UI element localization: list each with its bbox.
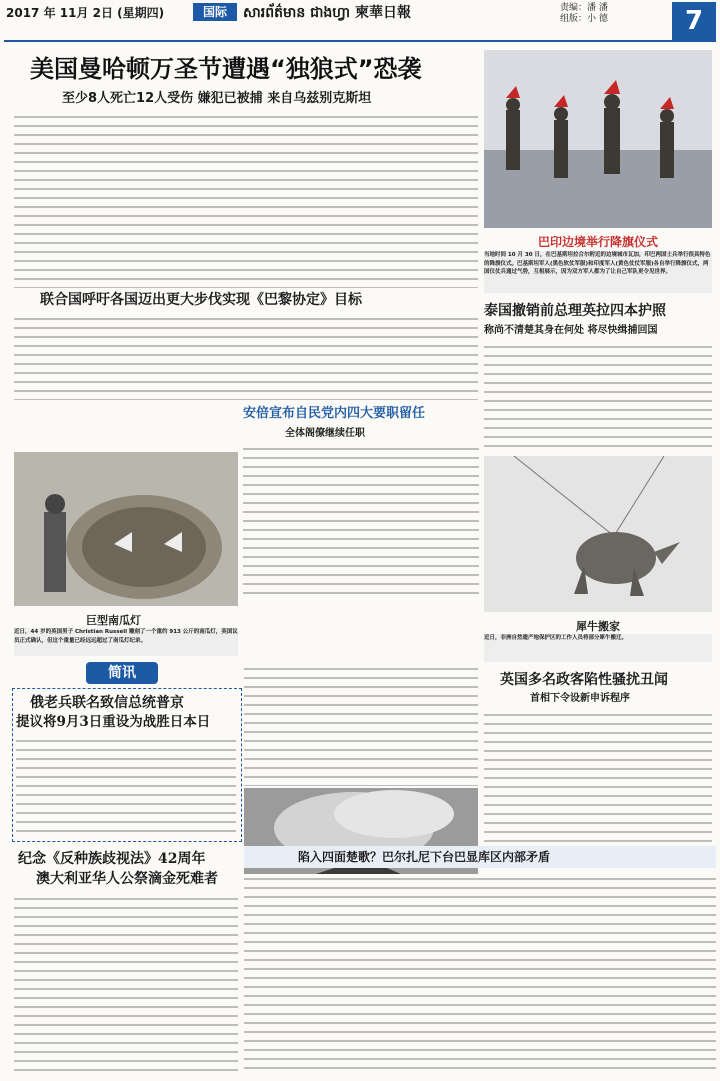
article-title-abe: 安倍宣布自民党内四大要职留任 <box>243 406 426 421</box>
article-subtitle-manhattan: 至少8人死亡12人受伤 嫌犯已被捕 来自乌兹别克斯坦 <box>62 91 372 106</box>
article-body-kurdistan <box>244 874 716 1076</box>
photo-pumpkin <box>14 452 238 606</box>
soldiers-illustration <box>484 50 712 228</box>
page-number: 7 <box>672 2 716 40</box>
photo-rhino <box>484 456 712 612</box>
article-subtitle-abe: 全体阁僚继续任职 <box>285 428 365 439</box>
article-subtitle-yingluck: 称尚不清楚其身在何处 将尽快缉捕回国 <box>484 325 658 336</box>
article-body-manhattan <box>14 112 478 288</box>
article-body-paris <box>14 314 478 400</box>
photo-caption-rhino: 近日，非洲自然遗产地保护区的工作人员将部分犀牛搬迁。 <box>484 634 712 662</box>
article-title-russia-line1: 俄老兵联名致信总统普京 <box>30 695 184 711</box>
rhino-illustration <box>484 456 712 612</box>
header-rule <box>4 40 716 42</box>
layout-name: 组版：小 德 <box>560 14 608 24</box>
photo-title-rhino: 犀牛搬家 <box>576 620 620 633</box>
article-body-russia-continued <box>244 664 478 786</box>
photo-title-pumpkin: 巨型南瓜灯 <box>86 614 141 627</box>
article-body-abe <box>243 444 479 594</box>
article-body-uk <box>484 710 712 842</box>
section-tag: 国际 <box>193 3 237 21</box>
photo-caption-ceremony: 当地时间 10 月 30 日，在巴基斯坦拉合尔附近的边境城市瓦加，印巴两国士兵举行很具特色的降旗仪式。巴基斯坦军人(黑色软仗军服)和印度军人(黄色仗仗军服)各自举行降旗仪式，两国仪仗兵通过气势，互相展示，因为双方军人都为了让自己军队更令见世界。 <box>484 251 712 293</box>
article-title-kurdistan: 陷入四面楚歌？巴尔扎尼下台巴显库区内部矛盾 <box>298 850 551 864</box>
article-title-russia-line2: 提议将9月3日重设为战胜日本日 <box>16 714 211 730</box>
article-title-paris: 联合国呼吁各国迈出更大步伐实现《巴黎协定》目标 <box>40 292 362 308</box>
article-title-australia-line2: 澳大利亚华人公祭滴金死难者 <box>36 871 218 887</box>
photo-border-ceremony <box>484 50 712 228</box>
article-title-yingluck: 泰国撤销前总理英拉四本护照 <box>484 303 666 319</box>
photo-title-ceremony: 巴印边境举行降旗仪式 <box>538 235 659 249</box>
issue-date: 2017 年 11月 2日 (星期四) <box>6 6 165 20</box>
article-title-manhattan: 美国曼哈顿万圣节遭遇“独狼式”恐袭 <box>30 55 422 83</box>
editor-credits <box>560 3 608 25</box>
photo-caption-pumpkin: 近日，44 岁的英国男子 Christian Russell 雕刻了一个重约 913 公斤的南瓜灯，英国议员正式确认，但这个重量已经远远超过了南瓜灯纪录。 <box>14 628 238 656</box>
brief-label: 简讯 <box>108 665 136 681</box>
editor-name: 责编：潘 潘 <box>560 3 608 13</box>
article-title-uk: 英国多名政客陷性骚扰丑闻 <box>500 672 668 688</box>
article-title-australia-line1: 纪念《反种族歧视法》42周年 <box>18 851 206 867</box>
pumpkin-illustration <box>14 452 238 606</box>
article-subtitle-uk: 首相下令设新申诉程序 <box>530 693 630 704</box>
article-body-australia <box>14 894 238 1076</box>
article-body-russia <box>16 736 236 836</box>
masthead: សារព័ត៌មាន ជាងហ្វា 柬華日報 <box>243 5 411 21</box>
article-body-yingluck <box>484 342 712 454</box>
